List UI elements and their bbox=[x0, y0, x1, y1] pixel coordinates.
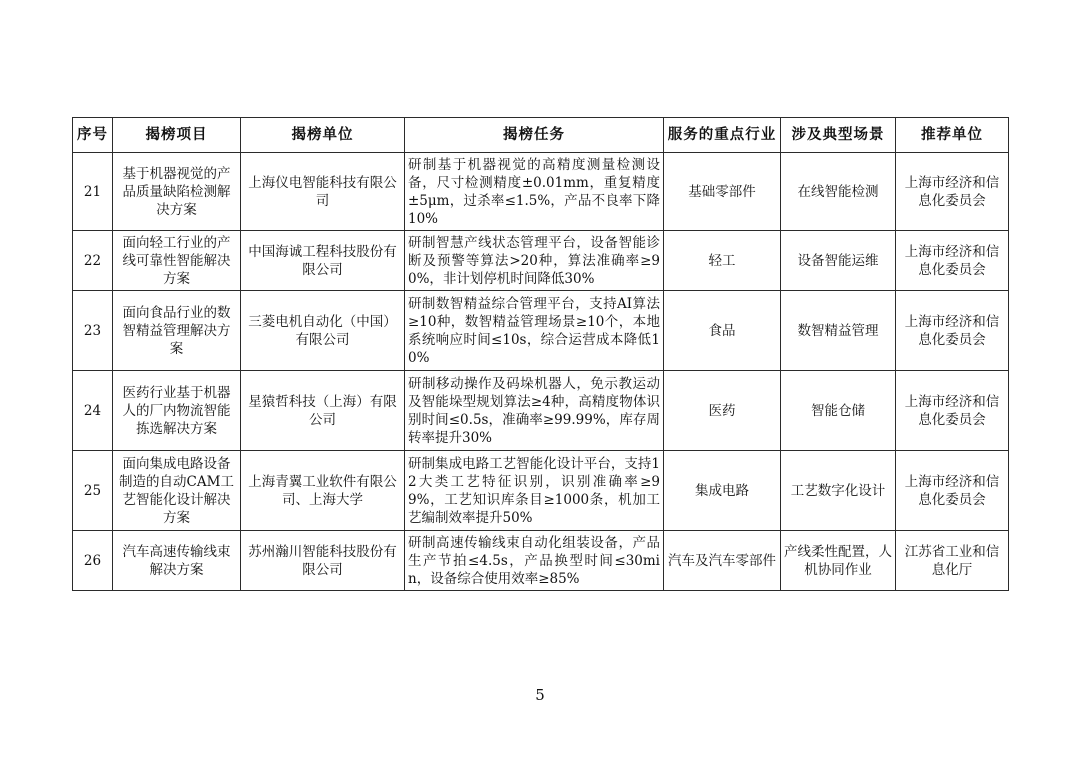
header-industry: 服务的重点行业 bbox=[664, 118, 781, 153]
project-table bbox=[72, 117, 1009, 591]
header-task: 揭榜任务 bbox=[405, 118, 664, 153]
row-industry: 医药 bbox=[664, 371, 781, 451]
table-row bbox=[73, 371, 1009, 451]
table-row bbox=[73, 153, 1009, 231]
row-index: 24 bbox=[73, 371, 113, 451]
row-recommender: 上海市经济和信息化委员会 bbox=[896, 231, 1009, 291]
row-project: 医药行业基于机器人的厂内物流智能拣选解决方案 bbox=[113, 371, 241, 451]
row-scene: 在线智能检测 bbox=[781, 153, 896, 231]
table-row bbox=[73, 451, 1009, 531]
row-industry: 集成电路 bbox=[664, 451, 781, 531]
row-project: 汽车高速传输线束解决方案 bbox=[113, 531, 241, 591]
row-industry: 汽车及汽车零部件 bbox=[664, 531, 781, 591]
row-scene: 智能仓储 bbox=[781, 371, 896, 451]
table-row bbox=[73, 231, 1009, 291]
row-index: 22 bbox=[73, 231, 113, 291]
row-task: 研制移动操作及码垛机器人，免示教运动及智能垛型规划算法≥4种，高精度物体识别时间≤0.5s，准确率≥99.99%，库存周转率提升30% bbox=[405, 371, 664, 451]
row-task: 研制数智精益综合管理平台，支持AI算法≥10种，数智精益管理场景≥10个，本地系统响应时间≤10s，综合运营成本降低10% bbox=[405, 291, 664, 371]
row-index: 26 bbox=[73, 531, 113, 591]
row-task: 研制智慧产线状态管理平台，设备智能诊断及预警等算法>20种，算法准确率≥90%，非计划停机时间降低30% bbox=[405, 231, 664, 291]
row-industry: 基础零部件 bbox=[664, 153, 781, 231]
row-unit: 苏州瀚川智能科技股份有限公司 bbox=[241, 531, 405, 591]
table-row bbox=[73, 531, 1009, 591]
row-project: 基于机器视觉的产品质量缺陷检测解决方案 bbox=[113, 153, 241, 231]
row-task: 研制高速传输线束自动化组装设备，产品生产节拍≤4.5s，产品换型时间≤30min，设备综合使用效率≥85% bbox=[405, 531, 664, 591]
row-task: 研制基于机器视觉的高精度测量检测设备，尺寸检测精度±0.01mm，重复精度±5μm，过杀率≤1.5%，产品不良率下降10% bbox=[405, 153, 664, 231]
row-index: 23 bbox=[73, 291, 113, 371]
row-index: 25 bbox=[73, 451, 113, 531]
row-unit: 星猿哲科技（上海）有限公司 bbox=[241, 371, 405, 451]
row-recommender: 上海市经济和信息化委员会 bbox=[896, 291, 1009, 371]
header-project: 揭榜项目 bbox=[113, 118, 241, 153]
row-industry: 轻工 bbox=[664, 231, 781, 291]
table-row bbox=[73, 291, 1009, 371]
row-index: 21 bbox=[73, 153, 113, 231]
row-project: 面向集成电路设备制造的自动CAM工艺智能化设计解决方案 bbox=[113, 451, 241, 531]
row-recommender: 上海市经济和信息化委员会 bbox=[896, 451, 1009, 531]
row-recommender: 上海市经济和信息化委员会 bbox=[896, 153, 1009, 231]
row-unit: 上海青翼工业软件有限公司、上海大学 bbox=[241, 451, 405, 531]
row-unit: 中国海诚工程科技股份有限公司 bbox=[241, 231, 405, 291]
header-scene: 涉及典型场景 bbox=[781, 118, 896, 153]
row-recommender: 上海市经济和信息化委员会 bbox=[896, 371, 1009, 451]
row-task: 研制集成电路工艺智能化设计平台，支持12大类工艺特征识别，识别准确率≥99%，工艺知识库条目≥1000条，机加工艺编制效率提升50% bbox=[405, 451, 664, 531]
row-project: 面向食品行业的数智精益管理解决方案 bbox=[113, 291, 241, 371]
row-unit: 三菱电机自动化（中国）有限公司 bbox=[241, 291, 405, 371]
row-scene: 产线柔性配置，人机协同作业 bbox=[781, 531, 896, 591]
row-unit: 上海仪电智能科技有限公司 bbox=[241, 153, 405, 231]
page-number: 5 bbox=[535, 686, 545, 704]
row-recommender: 江苏省工业和信息化厅 bbox=[896, 531, 1009, 591]
row-project: 面向轻工行业的产线可靠性智能解决方案 bbox=[113, 231, 241, 291]
row-scene: 设备智能运维 bbox=[781, 231, 896, 291]
header-index: 序号 bbox=[73, 118, 113, 153]
header-recommender: 推荐单位 bbox=[896, 118, 1009, 153]
table-header-row bbox=[73, 118, 1009, 153]
header-unit: 揭榜单位 bbox=[241, 118, 405, 153]
row-scene: 工艺数字化设计 bbox=[781, 451, 896, 531]
row-industry: 食品 bbox=[664, 291, 781, 371]
row-scene: 数智精益管理 bbox=[781, 291, 896, 371]
